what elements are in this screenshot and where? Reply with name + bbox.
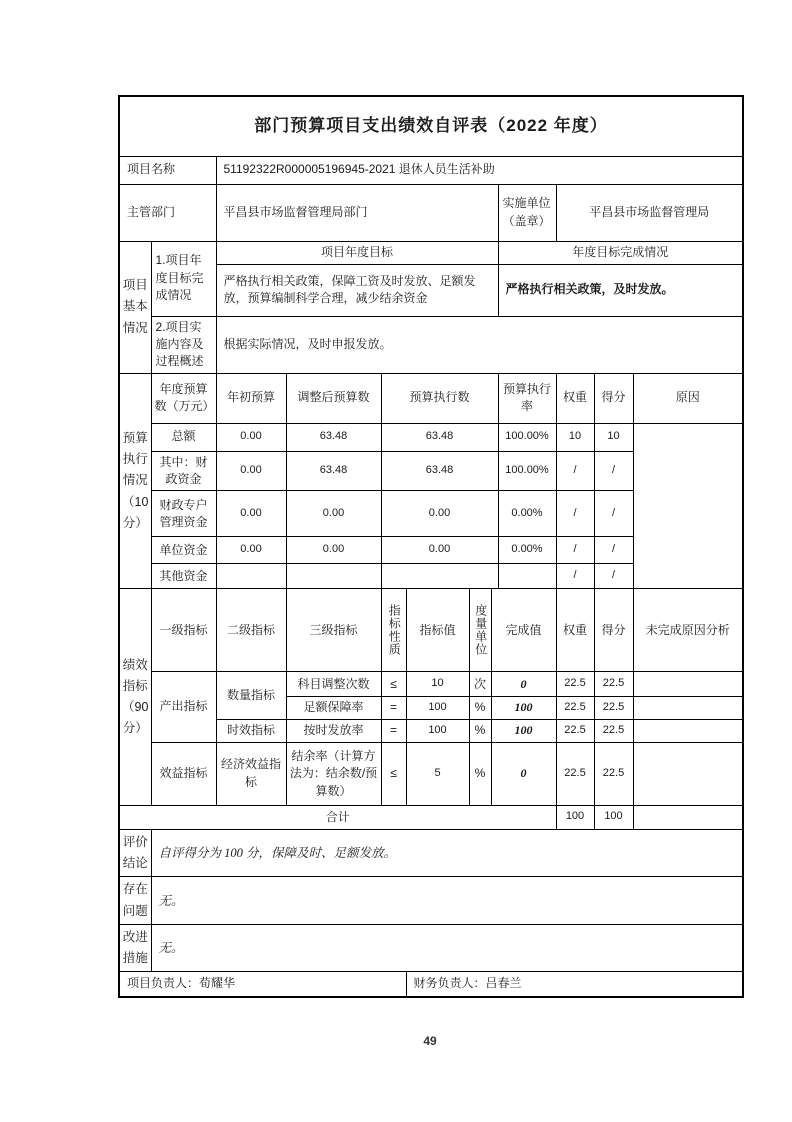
indicator-row-subject-adjustments — [119, 672, 743, 697]
indicator-score-cell: 22.5 — [594, 672, 633, 697]
budget-rate-value: 0.00% — [498, 537, 556, 564]
budget-reason-header: 原因 — [633, 373, 743, 423]
goal-completion-text: 严格执行相关政策，及时发放。 — [498, 264, 743, 316]
indicator-target-cell: 10 — [406, 672, 469, 697]
indicator-actual-cell: 0 — [491, 742, 556, 805]
indicator-target-header: 指标值 — [406, 589, 469, 672]
budget-adjusted-header: 调整后预算数 — [286, 373, 381, 423]
budget-score-value: / — [594, 491, 633, 537]
budget-initial-value: 0.00 — [216, 451, 286, 491]
budget-initial-value: 0.00 — [216, 537, 286, 564]
indicator-level2-header: 二级指标 — [216, 589, 286, 672]
dept-label: 主管部门 — [119, 184, 216, 241]
indicator-analysis-cell — [633, 672, 743, 697]
indicator-unit-cell: % — [469, 697, 491, 719]
budget-executed-value: 0.00 — [381, 491, 498, 537]
page-number: 49 — [423, 1033, 437, 1048]
budget-weight-value: 10 — [556, 423, 594, 451]
indicator-level2-cell: 数量指标 — [216, 672, 286, 719]
project-manager: 项目负责人：荀耀华 — [119, 972, 406, 997]
budget-row-label: 总额 — [151, 423, 216, 451]
budget-executed-value: 63.48 — [381, 451, 498, 491]
budget-rate-value: 0.00% — [498, 491, 556, 537]
indicator-target-cell: 100 — [406, 719, 469, 742]
indicator-weight-cell: 22.5 — [556, 697, 594, 719]
indicator-actual-header: 完成值 — [491, 589, 556, 672]
budget-weight-value: / — [556, 564, 594, 589]
indicator-nature-cell: ≤ — [381, 672, 406, 697]
budget-score-value: / — [594, 564, 633, 589]
budget-weight-value: / — [556, 491, 594, 537]
implementation-text: 根据实际情况，及时申报发放。 — [216, 316, 743, 373]
indicator-weight-header: 权重 — [556, 589, 594, 672]
indicator-nature-header: 指标性质 — [381, 589, 406, 672]
indicator-level2-cell: 时效指标 — [216, 719, 286, 742]
conclusion-label: 评价结论 — [119, 829, 151, 877]
goal-completion-header: 年度目标完成情况 — [498, 241, 743, 264]
indicator-level2-cell: 经济效益指标 — [216, 742, 286, 805]
project-name-value: 51192322R000005196945-2021 退休人员生活补助 — [216, 156, 743, 184]
project-name-label: 项目名称 — [119, 156, 216, 184]
indicator-unit-cell: % — [469, 742, 491, 805]
implementation-row-label: 2.项目实施内容及过程概述 — [151, 316, 216, 373]
budget-adjusted-value: 0.00 — [286, 491, 381, 537]
indicator-score-cell: 22.5 — [594, 719, 633, 742]
document-title: 部门预算项目支出绩效自评表（2022 年度） — [119, 96, 743, 156]
budget-rate-value — [498, 564, 556, 589]
indicator-actual-cell: 0 — [491, 672, 556, 697]
indicator-level3-header: 三级指标 — [286, 589, 381, 672]
indicator-nature-cell: ≤ — [381, 742, 406, 805]
budget-score-value: 10 — [594, 423, 633, 451]
indicator-nature-cell: = — [381, 697, 406, 719]
indicator-analysis-header: 未完成原因分析 — [633, 589, 743, 672]
budget-rate-value: 100.00% — [498, 423, 556, 451]
budget-initial-value: 0.00 — [216, 423, 286, 451]
budget-weight-value: / — [556, 451, 594, 491]
budget-score-value: / — [594, 537, 633, 564]
indicator-score-header: 得分 — [594, 589, 633, 672]
budget-adjusted-value: 63.48 — [286, 423, 381, 451]
indicator-level1-header: 一级指标 — [151, 589, 216, 672]
budget-row-label: 其他资金 — [151, 564, 216, 589]
indicator-level1-cell: 产出指标 — [151, 672, 216, 742]
budget-adjusted-value: 63.48 — [286, 451, 381, 491]
budget-executed-header: 预算执行数 — [381, 373, 498, 423]
self-evaluation-table — [118, 95, 744, 998]
budget-adjusted-value: 0.00 — [286, 537, 381, 564]
budget-executed-value: 0.00 — [381, 537, 498, 564]
budget-initial-value — [216, 564, 286, 589]
indicator-level3-cell: 足额保障率 — [286, 697, 381, 719]
indicator-row-surplus-rate — [119, 742, 743, 805]
finance-manager: 财务负责人：吕春兰 — [406, 972, 743, 997]
indicator-actual-cell: 100 — [491, 719, 556, 742]
budget-reason-cell — [633, 423, 743, 589]
improvements-text: 无。 — [151, 924, 743, 972]
total-score: 100 — [594, 805, 633, 829]
budget-adjusted-value — [286, 564, 381, 589]
section-indicators-label: 绩效指标（90分） — [119, 589, 151, 805]
indicator-weight-cell: 22.5 — [556, 719, 594, 742]
section-budget-label: 预算执行情况（10分） — [119, 373, 151, 589]
indicator-level3-cell: 按时发放率 — [286, 719, 381, 742]
budget-score-value: / — [594, 451, 633, 491]
budget-initial-value: 0.00 — [216, 491, 286, 537]
budget-rate-value: 100.00% — [498, 451, 556, 491]
indicator-score-cell: 22.5 — [594, 742, 633, 805]
budget-executed-value: 63.48 — [381, 423, 498, 451]
indicator-unit-cell: % — [469, 719, 491, 742]
annual-goal-row-label: 1.项目年度目标完成情况 — [151, 241, 216, 316]
indicator-unit-header: 度量单位 — [469, 589, 491, 672]
indicator-target-cell: 100 — [406, 697, 469, 719]
budget-rowhead-header: 年度预算数（万元） — [151, 373, 216, 423]
improvements-label: 改进措施 — [119, 924, 151, 972]
indicator-level3-cell: 结余率（计算方法为：结余数/预算数） — [286, 742, 381, 805]
indicator-level3-cell: 科目调整次数 — [286, 672, 381, 697]
total-label: 合计 — [119, 805, 556, 829]
section-basic-info-label: 项目基本情况 — [119, 241, 151, 373]
impl-unit-label: 实施单位（盖章） — [498, 184, 556, 241]
total-analysis-cell — [633, 805, 743, 829]
budget-score-header: 得分 — [594, 373, 633, 423]
budget-rate-header: 预算执行率 — [498, 373, 556, 423]
indicator-analysis-cell — [633, 719, 743, 742]
budget-initial-header: 年初预算 — [216, 373, 286, 423]
budget-weight-header: 权重 — [556, 373, 594, 423]
budget-executed-value — [381, 564, 498, 589]
problems-label: 存在问题 — [119, 877, 151, 925]
annual-goal-text: 严格执行相关政策，保障工资及时发放、足额发放，预算编制科学合理，减少结余资金 — [216, 264, 498, 316]
conclusion-text: 自评得分为 100 分，保障及时、足额发放。 — [151, 829, 743, 877]
indicator-target-cell: 5 — [406, 742, 469, 805]
problems-text: 无。 — [151, 877, 743, 925]
impl-unit-value: 平昌县市场监督管理局 — [556, 184, 743, 241]
indicator-weight-cell: 22.5 — [556, 672, 594, 697]
indicator-nature-cell: = — [381, 719, 406, 742]
annual-goal-header: 项目年度目标 — [216, 241, 498, 264]
budget-row-label: 单位资金 — [151, 537, 216, 564]
budget-row-label: 财政专户管理资金 — [151, 491, 216, 537]
indicator-actual-cell: 100 — [491, 697, 556, 719]
indicator-unit-cell: 次 — [469, 672, 491, 697]
budget-weight-value: / — [556, 537, 594, 564]
budget-row-label: 其中：财政资金 — [151, 451, 216, 491]
indicator-weight-cell: 22.5 — [556, 742, 594, 805]
total-weight: 100 — [556, 805, 594, 829]
dept-value: 平昌县市场监督管理局部门 — [216, 184, 498, 241]
indicator-level1-cell: 效益指标 — [151, 742, 216, 805]
indicator-score-cell: 22.5 — [594, 697, 633, 719]
total-row — [119, 805, 743, 829]
budget-row-total — [119, 423, 743, 451]
indicator-analysis-cell — [633, 697, 743, 719]
indicator-analysis-cell — [633, 742, 743, 805]
